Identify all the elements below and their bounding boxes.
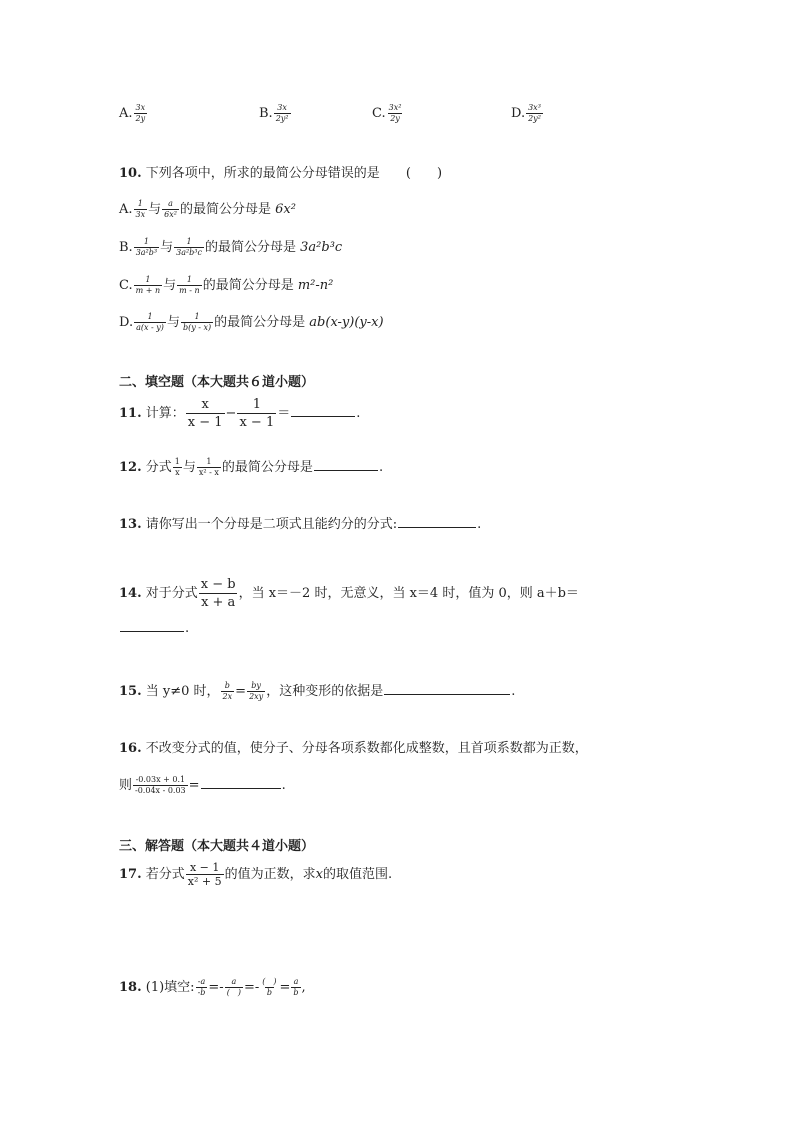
q18-fraction-4: $\frac{a}{b}$ <box>293 977 299 997</box>
q11-fraction-2: $\frac{1}{x - 1}$ <box>239 397 275 430</box>
q18-fraction-3[interactable]: $\frac{( )}{b}$ <box>262 977 277 997</box>
q9-option-b[interactable]: B. $\frac{3x}{\text{2y²}}$ <box>259 103 289 123</box>
q10-option-d[interactable]: D. $\frac{1}{a(x - y)}$ 与 $\frac{1}{b(y - x)}$ 的最简公分母是 ab(x-y)(y-x) <box>119 312 384 332</box>
q12-fraction-1: $\frac{1}{x}$ <box>174 457 180 477</box>
q13-answer-blank[interactable] <box>398 526 476 528</box>
q16-answer-blank[interactable] <box>201 787 281 789</box>
q9-d-fraction: $\frac{\text{3x³}}{\text{2y²}}$ <box>528 103 541 123</box>
q11-fraction-1: $\frac{x}{x - 1}$ <box>187 397 223 430</box>
q12: 12. 分式 $\frac{1}{x}$ 与 $\frac{1}{\text{x² - x}}$ 的最简公分母是 . <box>119 457 384 477</box>
q9-a-fraction: $\frac{3x}{2y}$ <box>135 103 146 123</box>
q11: 11. 计算： $\frac{x}{x - 1}$ − $\frac{1}{x - 1}$ ＝ . <box>119 397 361 430</box>
q11-answer-blank[interactable] <box>291 415 355 417</box>
q15-answer-blank[interactable] <box>384 693 510 695</box>
q18-fraction-2[interactable]: $\frac{a}{( )}$ <box>226 977 241 997</box>
q15-fraction-2: $\frac{by}{2xy}$ <box>249 681 264 701</box>
section-3-heading: 三、解答题（本大题共４道小题） <box>119 839 315 854</box>
q9-option-d[interactable]: D. $\frac{\text{3x³}}{\text{2y²}}$ <box>511 103 541 123</box>
q10-option-a[interactable]: A. $\frac{1}{3x}$ 与 $\frac{a}{\text{6x²}}$ 的最简公分母是 6x² <box>119 199 296 219</box>
q17-fraction: $\frac{x - 1}{\text{x² + 5}}$ <box>187 861 222 888</box>
q10-b-fraction-1: $\frac{1}{\text{3a²b³}}$ <box>135 237 158 257</box>
q10-option-b[interactable]: B. $\frac{1}{\text{3a²b³}}$ 与 $\frac{1}{\text{3a²b³c}}$ 的最简公分母是 3a²b³c <box>119 237 343 257</box>
q9-option-a[interactable]: A. $\frac{3x}{2y}$ <box>119 103 146 123</box>
q10-b-fraction-2: $\frac{1}{\text{3a²b³c}}$ <box>176 237 202 257</box>
q10-c-fraction-2: $\frac{1}{m - n}$ <box>179 275 200 295</box>
q10-d-fraction-1: $\frac{1}{a(x - y)}$ <box>136 312 164 332</box>
q15: 15. 当 y≠0 时， $\frac{b}{2x}$ = $\frac{by}{2xy}$ ，这种变形的依据是 . <box>119 681 516 701</box>
q16-line1: 16. 不改变分式的值，使分子、分母各项系数都化成整数，且首项系数都为正数， <box>119 741 588 756</box>
section-2-heading: 二、填空题（本大题共６道小题） <box>119 375 315 390</box>
q9-c-fraction: $\frac{\text{3x²}}{2y}$ <box>388 103 402 123</box>
q14: 14. 对于分式 $\frac{x - b}{x + a}$ ，当 x＝－2 时，无意义，当 x＝4 时，值为 0，则 a＋b＝ <box>119 577 579 610</box>
q9-option-c[interactable]: C. $\frac{\text{3x²}}{2y}$ <box>372 103 402 123</box>
q10-c-fraction-1: $\frac{1}{m + n}$ <box>135 275 161 295</box>
q15-fraction-1: $\frac{b}{2x}$ <box>222 681 233 701</box>
q10-d-fraction-2: $\frac{1}{b(y - x)}$ <box>182 312 212 332</box>
q10-a-fraction-2: $\frac{a}{\text{6x²}}$ <box>164 199 177 219</box>
q13: 13. 请你写出一个分母是二项式且能约分的分式: . <box>119 517 482 532</box>
q16-fraction: $\frac{-0.03x + 0.1}{-0.04x - 0.03}$ <box>135 775 186 795</box>
q10-stem: 10. 下列各项中，所求的最简公分母错误的是 ( ) <box>119 166 443 181</box>
q9-b-fraction: $\frac{3x}{\text{2y²}}$ <box>275 103 289 123</box>
q12-answer-blank[interactable] <box>314 469 378 471</box>
q18: 18. (1)填空: $\frac{-a}{-b}$ =- $\frac{a}{( )}$ =- $\frac{( )}{b}$ = $\frac{a}{b}$ , <box>119 977 306 997</box>
q12-fraction-2: $\frac{1}{\text{x² - x}}$ <box>198 457 219 477</box>
q16-line2: 则 $\frac{-0.03x + 0.1}{-0.04x - 0.03}$ = . <box>119 775 286 795</box>
q10-option-c[interactable]: C. $\frac{1}{m + n}$ 与 $\frac{1}{m - n}$ 的最简公分母是 m²-n² <box>119 275 334 295</box>
q10-a-fraction-1: $\frac{1}{3x}$ <box>135 199 146 219</box>
q14-answer-blank[interactable] <box>120 630 184 632</box>
q14-fraction: $\frac{x - b}{x + a}$ <box>200 577 236 610</box>
q17: 17. 若分式 $\frac{x - 1}{\text{x² + 5}}$ 的值为正数，求x的取值范围. <box>119 861 393 888</box>
q14-answer-line: . <box>119 622 189 635</box>
q18-fraction-1: $\frac{-a}{-b}$ <box>197 977 206 997</box>
